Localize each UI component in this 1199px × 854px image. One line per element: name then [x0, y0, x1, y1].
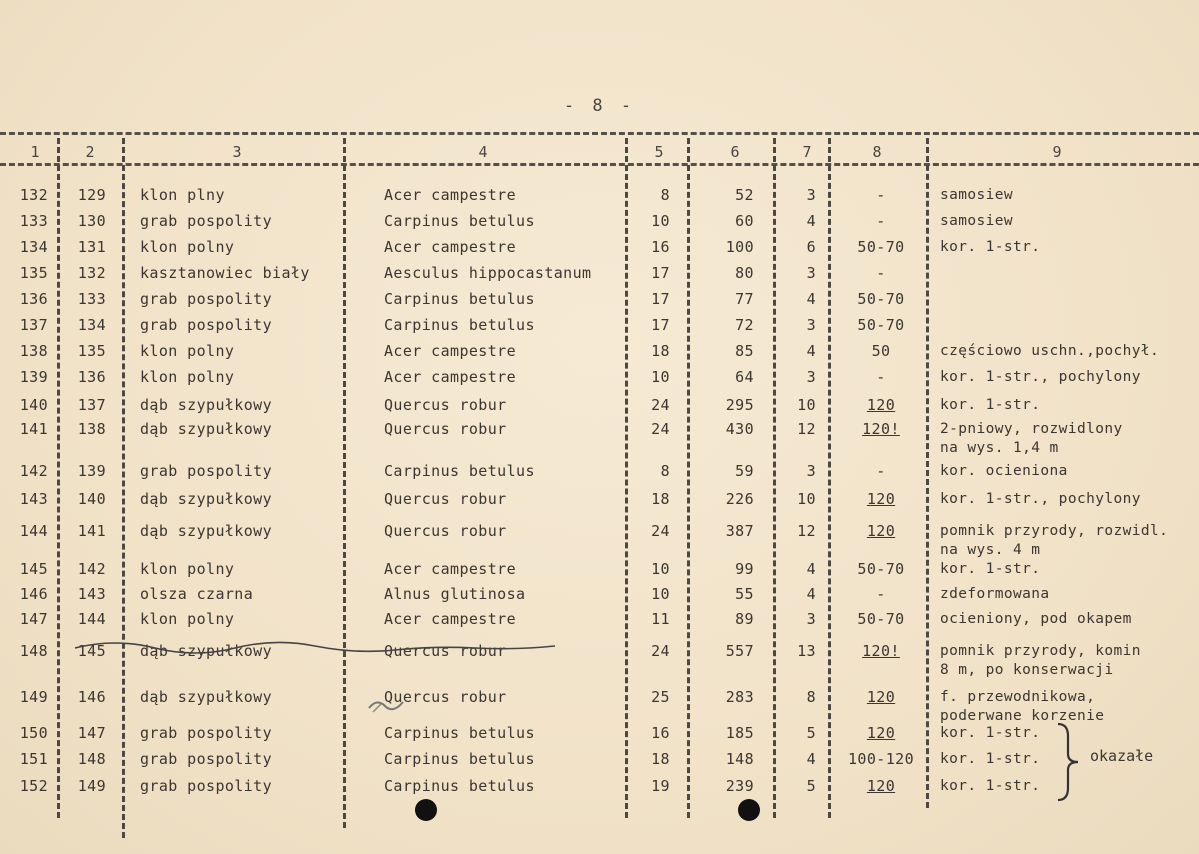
row-number: 139	[19, 368, 48, 386]
crown-width: 4	[806, 560, 816, 578]
age: 50-70	[857, 610, 905, 628]
latin-name: Carpinus betulus	[384, 750, 535, 768]
latin-name: Quercus robur	[384, 396, 507, 414]
row-number: 148	[19, 642, 48, 660]
row-number: 137	[19, 316, 48, 334]
age: 120	[866, 688, 896, 706]
remarks: pomnik przyrody, komin 8 m, po konserwacji	[940, 643, 1141, 678]
column-header: 8	[872, 143, 882, 161]
tree-number: 131	[77, 238, 106, 256]
polish-name: grab pospolity	[140, 290, 273, 308]
remarks: f. przewodnikowa, poderwane korzenie	[940, 689, 1105, 724]
remarks: kor. 1-str.	[940, 725, 1041, 741]
remarks: kor. 1-str., pochylony	[940, 369, 1141, 385]
polish-name: dąb szypułkowy	[140, 642, 273, 660]
tree-number: 132	[77, 264, 106, 282]
strikethrough-line	[75, 636, 555, 656]
height: 24	[651, 396, 670, 414]
crown-width: 4	[806, 342, 816, 360]
crown-width: 12	[797, 522, 816, 540]
circumference: 557	[725, 642, 754, 660]
column-header: 7	[802, 143, 812, 161]
polish-name: klon polny	[140, 368, 235, 386]
circumference: 185	[725, 724, 754, 742]
tree-number: 133	[77, 290, 106, 308]
remarks: częściowo uschn.,pochył.	[940, 343, 1160, 359]
height: 10	[651, 368, 670, 386]
age: 120	[866, 522, 896, 540]
tree-number: 147	[77, 724, 106, 742]
height: 18	[651, 342, 670, 360]
height: 18	[651, 490, 670, 508]
remarks: ocieniony, pod okapem	[940, 611, 1132, 627]
age: 120!	[862, 420, 900, 438]
circumference: 80	[735, 264, 754, 282]
remarks: zdeformowana	[940, 586, 1050, 602]
latin-name: Acer campestre	[384, 342, 517, 360]
circumference: 100	[725, 238, 754, 256]
remarks: 2-pniowy, rozwidlony na wys. 1,4 m	[940, 421, 1123, 456]
latin-name: Acer campestre	[384, 560, 517, 578]
remarks: samosiew	[940, 213, 1014, 229]
row-number: 143	[19, 490, 48, 508]
crown-width: 4	[806, 212, 816, 230]
column-header: 1	[30, 143, 40, 161]
circumference: 295	[725, 396, 754, 414]
tree-number: 145	[77, 642, 106, 660]
crown-width: 3	[806, 610, 816, 628]
crown-width: 13	[797, 642, 816, 660]
circumference: 52	[735, 186, 754, 204]
col-divider-4	[625, 138, 628, 818]
circumference: 77	[735, 290, 754, 308]
header-top-rule	[0, 132, 1199, 135]
crown-width: 3	[806, 186, 816, 204]
polish-name: grab pospolity	[140, 462, 273, 480]
tree-number: 148	[77, 750, 106, 768]
col-divider-7	[828, 138, 831, 818]
crown-width: 3	[806, 316, 816, 334]
height: 10	[651, 560, 670, 578]
tree-number: 134	[77, 316, 106, 334]
polish-name: dąb szypułkowy	[140, 396, 273, 414]
latin-name: Quercus robur	[384, 522, 507, 540]
polish-name: klon polny	[140, 342, 235, 360]
tree-number: 129	[77, 186, 106, 204]
tree-number: 141	[77, 522, 106, 540]
polish-name: olsza czarna	[140, 585, 254, 603]
polish-name: grab pospolity	[140, 750, 273, 768]
remarks: kor. 1-str.	[940, 778, 1041, 794]
circumference: 59	[735, 462, 754, 480]
height: 17	[651, 264, 670, 282]
polish-name: dąb szypułkowy	[140, 688, 273, 706]
height: 8	[660, 462, 670, 480]
crown-width: 5	[806, 777, 816, 795]
row-number: 147	[19, 610, 48, 628]
polish-name: klon plny	[140, 186, 225, 204]
crown-width: 10	[797, 490, 816, 508]
column-header: 9	[1052, 143, 1062, 161]
latin-name: Carpinus betulus	[384, 462, 535, 480]
age: 50-70	[857, 238, 905, 256]
latin-name: Carpinus betulus	[384, 316, 535, 334]
age: -	[876, 186, 886, 204]
circumference: 226	[725, 490, 754, 508]
tree-number: 142	[77, 560, 106, 578]
remarks: kor. 1-str.	[940, 751, 1041, 767]
polish-name: grab pospolity	[140, 316, 273, 334]
height: 24	[651, 642, 670, 660]
page-number: - 8 -	[563, 96, 636, 116]
curly-brace-icon	[1054, 722, 1084, 802]
circumference: 283	[725, 688, 754, 706]
row-number: 133	[19, 212, 48, 230]
latin-name: Quercus robur	[384, 642, 507, 660]
column-header: 6	[730, 143, 740, 161]
tree-number: 140	[77, 490, 106, 508]
tree-number: 138	[77, 420, 106, 438]
tree-number: 149	[77, 777, 106, 795]
age: 50-70	[857, 290, 905, 308]
height: 24	[651, 522, 670, 540]
latin-name: Quercus robur	[384, 688, 507, 706]
age: -	[876, 368, 886, 386]
age: 120	[866, 724, 896, 742]
age: -	[876, 212, 886, 230]
latin-name: Acer campestre	[384, 610, 517, 628]
remarks: kor. 1-str.	[940, 239, 1041, 255]
row-number: 136	[19, 290, 48, 308]
remarks: kor. 1-str., pochylony	[940, 491, 1141, 507]
row-number: 141	[19, 420, 48, 438]
latin-name: Carpinus betulus	[384, 777, 535, 795]
polish-name: grab pospolity	[140, 777, 273, 795]
crown-width: 3	[806, 368, 816, 386]
circumference: 85	[735, 342, 754, 360]
brace-note: okazałe	[1090, 747, 1154, 765]
col-divider-8	[926, 138, 929, 808]
crown-width: 10	[797, 396, 816, 414]
age: -	[876, 462, 886, 480]
remarks: kor. 1-str.	[940, 397, 1041, 413]
col-divider-3	[343, 138, 346, 828]
latin-name: Acer campestre	[384, 238, 517, 256]
height: 24	[651, 420, 670, 438]
row-number: 144	[19, 522, 48, 540]
crown-width: 12	[797, 420, 816, 438]
punch-hole	[415, 799, 437, 821]
col-divider-5	[687, 138, 690, 818]
row-number: 135	[19, 264, 48, 282]
tree-number: 144	[77, 610, 106, 628]
height: 10	[651, 212, 670, 230]
height: 17	[651, 290, 670, 308]
tree-number: 135	[77, 342, 106, 360]
age: -	[876, 585, 886, 603]
col-divider-2	[122, 138, 125, 838]
age: 120	[866, 777, 896, 795]
height: 16	[651, 724, 670, 742]
latin-name: Quercus robur	[384, 420, 507, 438]
row-number: 149	[19, 688, 48, 706]
row-number: 142	[19, 462, 48, 480]
age: 120	[866, 396, 896, 414]
circumference: 99	[735, 560, 754, 578]
tree-number: 137	[77, 396, 106, 414]
crown-width: 4	[806, 290, 816, 308]
row-number: 146	[19, 585, 48, 603]
remarks: kor. 1-str.	[940, 561, 1041, 577]
tree-number: 143	[77, 585, 106, 603]
circumference: 64	[735, 368, 754, 386]
crown-width: 4	[806, 750, 816, 768]
polish-name: kasztanowiec biały	[140, 264, 310, 282]
circumference: 72	[735, 316, 754, 334]
latin-name: Alnus glutinosa	[384, 585, 526, 603]
column-header: 3	[232, 143, 242, 161]
age: 120!	[862, 642, 900, 660]
tree-number: 130	[77, 212, 106, 230]
polish-name: dąb szypułkowy	[140, 490, 273, 508]
remarks: kor. ocieniona	[940, 463, 1068, 479]
height: 11	[651, 610, 670, 628]
age: 50	[871, 342, 891, 360]
crown-width: 6	[806, 238, 816, 256]
col-divider-1	[57, 138, 60, 818]
height: 18	[651, 750, 670, 768]
column-header: 4	[478, 143, 488, 161]
crown-width: 5	[806, 724, 816, 742]
tree-number: 139	[77, 462, 106, 480]
crown-width: 8	[806, 688, 816, 706]
row-number: 132	[19, 186, 48, 204]
latin-name: Carpinus betulus	[384, 212, 535, 230]
height: 8	[660, 186, 670, 204]
polish-name: klon polny	[140, 238, 235, 256]
crown-width: 3	[806, 264, 816, 282]
column-header: 2	[85, 143, 95, 161]
age: 50-70	[857, 316, 905, 334]
remarks: samosiew	[940, 187, 1014, 203]
latin-name: Acer campestre	[384, 186, 517, 204]
row-number: 140	[19, 396, 48, 414]
row-number: 134	[19, 238, 48, 256]
latin-name: Acer campestre	[384, 368, 517, 386]
latin-name: Carpinus betulus	[384, 724, 535, 742]
polish-name: grab pospolity	[140, 212, 273, 230]
circumference: 148	[725, 750, 754, 768]
height: 16	[651, 238, 670, 256]
col-divider-6	[773, 138, 776, 818]
height: 17	[651, 316, 670, 334]
row-number: 145	[19, 560, 48, 578]
polish-name: dąb szypułkowy	[140, 522, 273, 540]
height: 10	[651, 585, 670, 603]
age: -	[876, 264, 886, 282]
tree-number: 136	[77, 368, 106, 386]
latin-name: Quercus robur	[384, 490, 507, 508]
polish-name: grab pospolity	[140, 724, 273, 742]
circumference: 430	[725, 420, 754, 438]
row-number: 150	[19, 724, 48, 742]
circumference: 89	[735, 610, 754, 628]
latin-name: Carpinus betulus	[384, 290, 535, 308]
latin-name: Aesculus hippocastanum	[384, 264, 592, 282]
circumference: 55	[735, 585, 754, 603]
height: 25	[651, 688, 670, 706]
age: 120	[866, 490, 896, 508]
circumference: 387	[725, 522, 754, 540]
header-bottom-rule	[0, 163, 1199, 166]
polish-name: dąb szypułkowy	[140, 420, 273, 438]
punch-hole	[738, 799, 760, 821]
crown-width: 3	[806, 462, 816, 480]
circumference: 239	[725, 777, 754, 795]
remarks: pomnik przyrody, rozwidl. na wys. 4 m	[940, 523, 1169, 558]
tree-number: 146	[77, 688, 106, 706]
height: 19	[651, 777, 670, 795]
polish-name: klon polny	[140, 610, 235, 628]
pencil-scribble	[367, 692, 407, 714]
row-number: 152	[19, 777, 48, 795]
column-header: 5	[654, 143, 664, 161]
age: 100-120	[847, 750, 914, 768]
crown-width: 4	[806, 585, 816, 603]
row-number: 151	[19, 750, 48, 768]
age: 50-70	[857, 560, 905, 578]
circumference: 60	[735, 212, 754, 230]
polish-name: klon polny	[140, 560, 235, 578]
row-number: 138	[19, 342, 48, 360]
